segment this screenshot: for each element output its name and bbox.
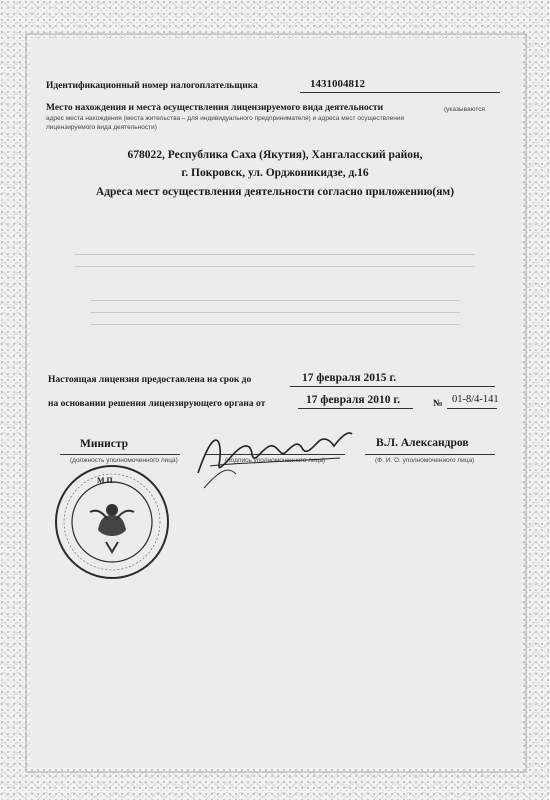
decision-label: на основании решения лицензирующего органа от [48,399,266,409]
decision-number: 01-8/4-141 [452,394,499,405]
position-hint: (должность уполномоченного лица) [70,457,178,464]
address-line-1: 678022, Республика Саха (Якутия), Хангаласский район, [127,149,423,161]
decision-date: 17 февраля 2010 г. [306,394,401,406]
location-heading: Место нахождения и места осуществления лицензируемого вида деятельности [46,103,384,113]
stamp-mp: М.П. [97,476,115,485]
signer-hint: (Ф. И. О. уполномоченного лица) [375,457,475,464]
location-heading-note: (указываются [444,106,485,113]
signer-name: В.Л. Александров [376,437,469,449]
inn-label: Идентификационный номер налогоплательщика [46,81,258,91]
address-line-3: Адреса мест осуществления деятельности согласно приложению(ям) [95,186,455,198]
handwritten-signature [190,418,360,493]
term-label: Настоящая лицензия предоставлена на срок до [48,375,252,385]
inn-value: 1431004812 [310,78,365,90]
term-date: 17 февраля 2015 г. [302,372,397,384]
signature-hint: (подпись уполномоченного лица) [225,457,326,464]
location-hint-2: лицензируемого вида деятельности) [46,124,157,131]
location-hint-1: адрес места нахождения (места жительства – для индивидуального предпринимателя) и адреса мест осуществления [46,115,405,122]
official-stamp [50,460,180,585]
number-sign: № [433,399,443,409]
position: Министр [80,438,129,450]
address-line-2: г. Покровск, ул. Орджоникидзе, д.16 [181,167,369,179]
